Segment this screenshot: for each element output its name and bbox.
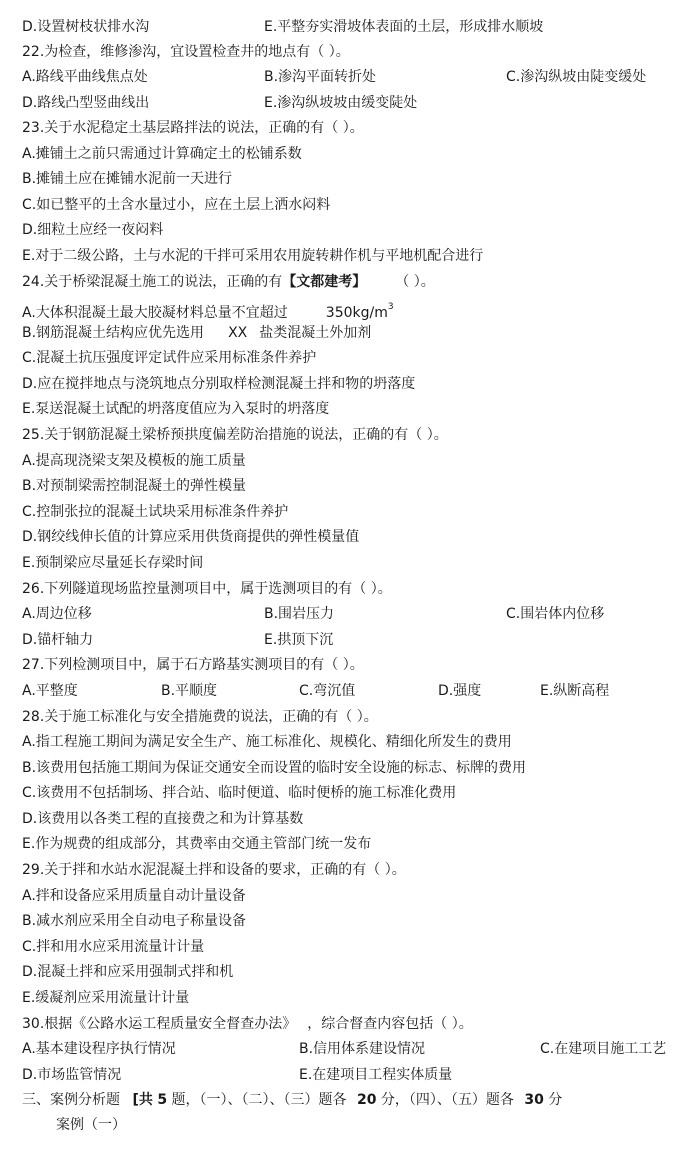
q27-option-a: A.平整度: [22, 683, 78, 699]
q27-stem: 27.下列检测项目中，属于石方路基实测项目的有（ ）。: [22, 657, 364, 673]
q29-option-e: E.缓凝剂应采用流量计计量: [22, 990, 190, 1006]
section-3-text-2: 分，（四）、（五）题各: [380, 1092, 514, 1108]
q25-option-b: B.对预制梁需控制混凝土的弹性模量: [22, 478, 247, 494]
q22-option-b: B.渗沟平面转折处: [264, 69, 377, 85]
q29-option-c: C.拌和用水应采用流量计计量: [22, 939, 205, 955]
q24-option-d: D.应在搅拌地点与浇筑地点分别取样检测混凝土拌和物的坍落度: [22, 376, 416, 392]
section-3-text-3: 分: [548, 1092, 563, 1108]
q30-stem-blank: ，综合督查内容包括（ ）。: [307, 1016, 473, 1032]
section-3-title: 三、案例分析题: [22, 1092, 120, 1108]
q22-option-d: D.路线凸型竖曲线出: [22, 95, 150, 111]
q28-stem: 28.关于施工标准化与安全措施费的说法，正确的有（ ）。: [22, 709, 378, 725]
q24-option-e: E.泵送混凝土试配的坍落度值应为入泵时的坍落度: [22, 401, 330, 417]
q23-option-a: A.摊铺土之前只需通过计算确定土的松铺系数: [22, 146, 302, 162]
q30-option-e: E.在建项目工程实体质量: [299, 1067, 453, 1083]
q29-stem: 29.关于拌和水站水泥混凝土拌和设备的要求，正确的有（ ）。: [22, 862, 406, 878]
q29-option-a: A.拌和设备应采用质量自动计量设备: [22, 888, 246, 904]
q22-option-e: E.渗沟纵坡坡由缓变陡处: [264, 95, 418, 111]
q24-option-b-rest: 盐类混凝土外加剂: [259, 325, 372, 341]
q24-option-a-text: A.大体积混凝土最大胶凝材料总量不宜超过: [22, 305, 288, 321]
q23-option-b: B.摊铺土应在摊铺水泥前一天进行: [22, 171, 233, 187]
q28-option-e: E.作为规费的组成部分，其费率由交通主管部门统一发布: [22, 836, 372, 852]
q29-option-b: B.减水剂应采用全自动电子称量设备: [22, 913, 247, 929]
q24-option-b: [22, 321, 371, 346]
section-3-bracket: [共: [132, 1092, 153, 1108]
q23-option-d: D.细粒土应经一夜闷料: [22, 222, 164, 238]
q26-option-d: D.锚杆轴力: [22, 632, 94, 648]
q26-option-e: E.拱顶下沉: [264, 632, 334, 648]
section-3-score-2: 30: [524, 1092, 544, 1108]
q22-option-c: C.渗沟纵坡由陡变缓处: [506, 69, 647, 85]
q30-stem-text: 30.根据《公路水运工程质量安全督查办法》: [22, 1016, 290, 1032]
q24-option-a-superscript: 3: [387, 302, 394, 312]
q22-stem: 22.为检查，维修渗沟，宜设置检查井的地点有（ ）。: [22, 44, 350, 60]
q21-option-d: D.设置树枝状排水沟: [22, 19, 150, 35]
q28-option-c: C.该费用不包括制场、拌合站、临时便道、临时便桥的施工标准化费用: [22, 785, 457, 801]
q30-stem: [22, 1012, 473, 1037]
q21-option-e: E.平整夯实滑坡体表面的土层，形成排水顺坡: [264, 19, 544, 35]
section-3-heading: [22, 1088, 562, 1113]
section-3-text-1: 题，（一）、（二）、（三）题各: [171, 1092, 347, 1108]
q29-option-d: D.混凝土拌和应采用强制式拌和机: [22, 964, 234, 980]
q25-option-a: A.提高现浇梁支架及模板的施工质量: [22, 453, 246, 469]
q24-option-b-xx: XX: [228, 325, 248, 341]
q30-option-d: D.市场监管情况: [22, 1067, 122, 1083]
q25-option-e: E.预制梁应尽量延长存梁时间: [22, 555, 204, 571]
q24-option-b-text: B.钢筋混凝土结构应优先选用: [22, 325, 205, 341]
case-1-heading: 案例（一）: [56, 1117, 126, 1133]
q24-option-c: C.混凝土抗压强度评定试件应采用标准条件养护: [22, 350, 317, 366]
q25-stem: 25.关于钢筋混凝土梁桥预拱度偏差防治措施的说法，正确的有（ ）。: [22, 427, 448, 443]
q26-option-c: C.围岩体内位移: [506, 606, 605, 622]
q24-option-a: [22, 295, 394, 320]
q27-option-c: C.弯沉值: [299, 683, 356, 699]
q28-option-a: A.指工程施工期间为满足安全生产、施工标准化、规模化、精细化所发生的费用: [22, 734, 512, 750]
q30-option-b: B.信用体系建设情况: [299, 1041, 426, 1057]
q22-option-a: A.路线平曲线焦点处: [22, 69, 148, 85]
q30-option-a: A.基本建设程序执行情况: [22, 1041, 176, 1057]
q24-option-a-value: 350kg/m: [325, 305, 388, 321]
q24-stem-blank: （ ）。: [402, 274, 435, 290]
q28-option-b: B.该费用包括施工期间为保证交通安全而设置的临时安全设施的标志、标牌的费用: [22, 760, 527, 776]
q26-option-b: B.围岩压力: [264, 606, 335, 622]
q27-option-e: E.纵断高程: [540, 683, 610, 699]
q24-stem: [22, 270, 435, 295]
q27-option-b: B.平顺度: [161, 683, 218, 699]
q26-option-a: A.周边位移: [22, 606, 92, 622]
q25-option-c: C.控制张拉的混凝土试块采用标准条件养护: [22, 504, 289, 520]
q30-option-c: C.在建项目施工工艺: [540, 1041, 667, 1057]
q23-option-e: E.对于二级公路，土与水泥的干拌可采用农用旋转耕作机与平地机配合进行: [22, 248, 484, 264]
q28-option-d: D.该费用以各类工程的直接费之和为计算基数: [22, 811, 304, 827]
q24-stem-text: 24.关于桥梁混凝土施工的说法，正确的有: [22, 274, 283, 290]
q27-option-d: D.强度: [438, 683, 482, 699]
section-3-score-1: 20: [356, 1092, 377, 1108]
section-3-count: 5: [157, 1092, 168, 1108]
q23-option-c: C.如已整平的土含水量过小，应在土层上洒水闷料: [22, 197, 331, 213]
q24-source-tag: 【文都建考】: [282, 274, 367, 290]
q25-option-d: D.钢绞线伸长值的计算应采用供货商提供的弹性模量值: [22, 529, 360, 545]
q23-stem: 23.关于水泥稳定土基层路拌法的说法，正确的有（ ）。: [22, 120, 364, 136]
q26-stem: 26.下列隧道现场监控量测项目中，属于选测项目的有（ ）。: [22, 581, 392, 597]
